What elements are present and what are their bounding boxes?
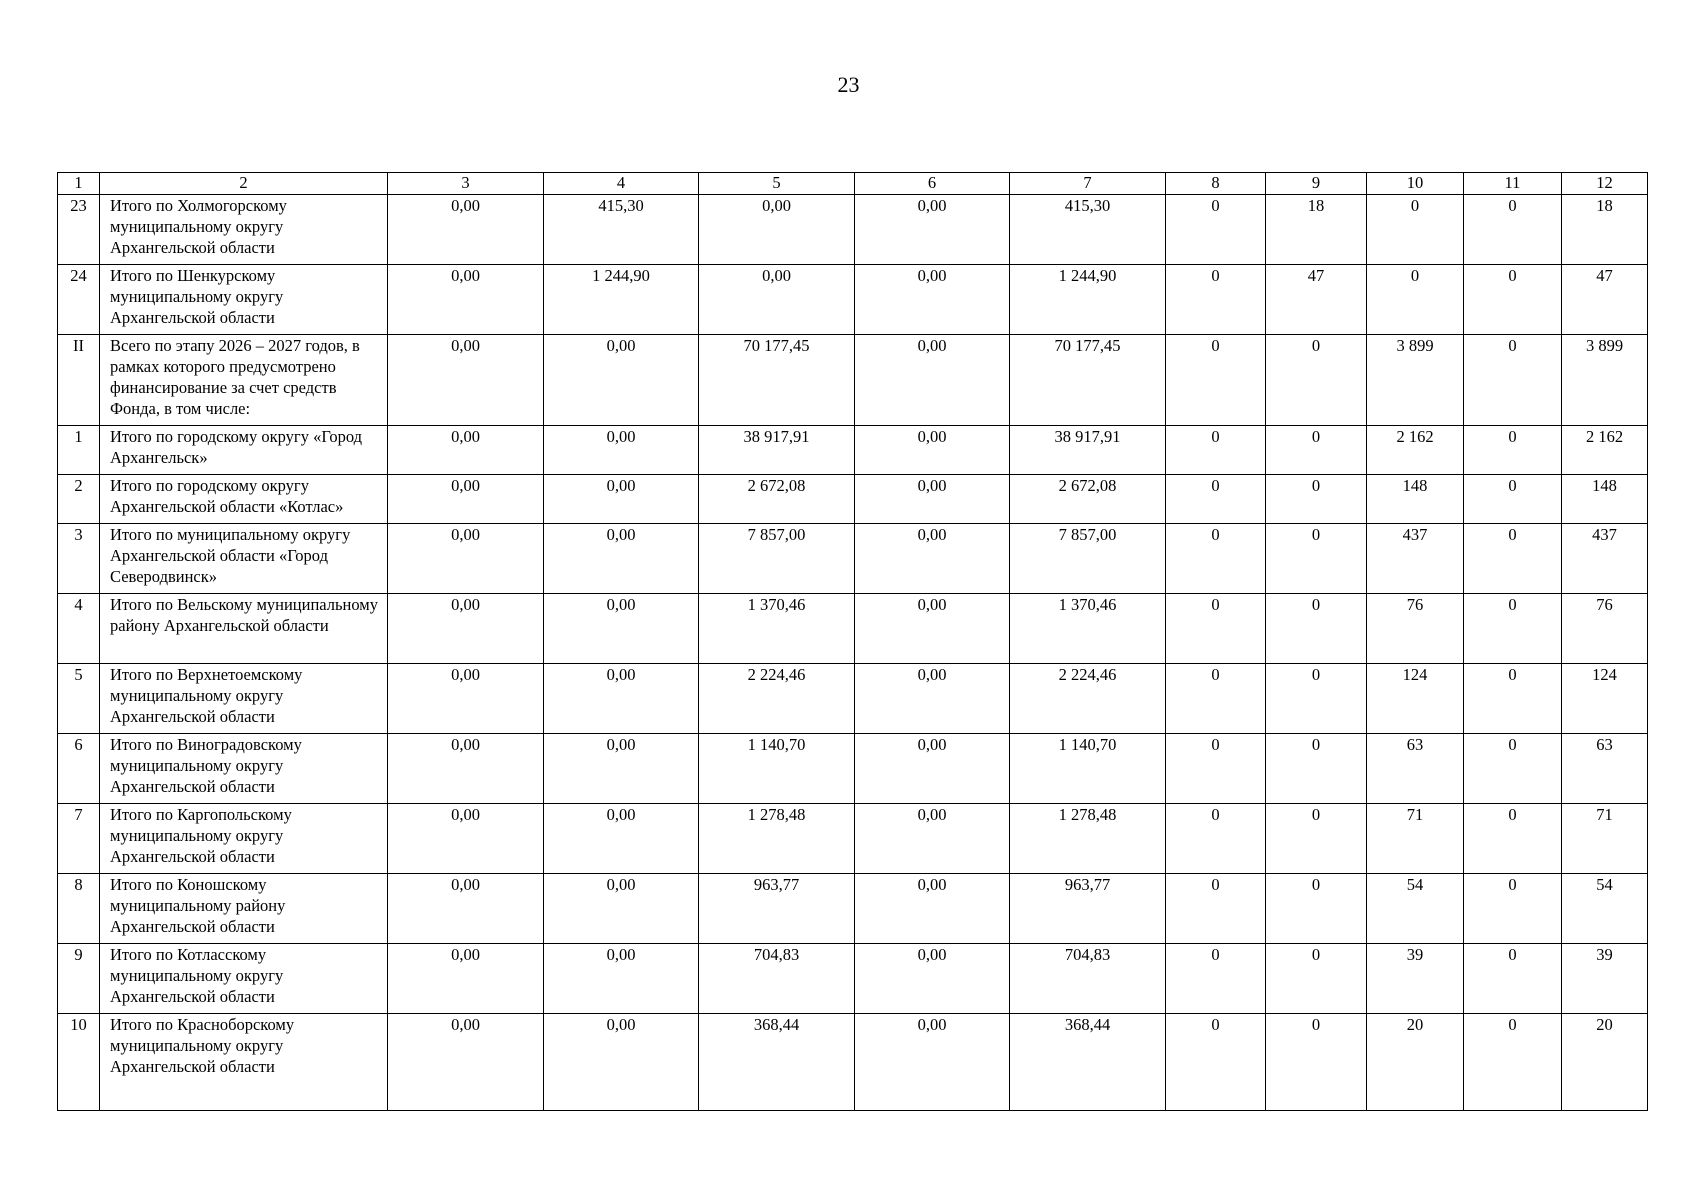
cell-col-12: 437: [1562, 524, 1648, 594]
cell-col-10: 20: [1367, 1014, 1464, 1111]
cell-col-3: 0,00: [388, 524, 544, 594]
cell-col-11: 0: [1464, 426, 1562, 475]
table-row: [58, 426, 1648, 475]
cell-col-6: 0,00: [855, 524, 1010, 594]
column-number-row: [58, 173, 1648, 195]
table-row: [58, 524, 1648, 594]
cell-col-3: 0,00: [388, 475, 544, 524]
cell-col-5: 0,00: [699, 195, 855, 265]
cell-col-6: 0,00: [855, 335, 1010, 426]
cell-col-8: 0: [1166, 594, 1266, 664]
row-number: 6: [58, 734, 100, 804]
cell-col-7: 1 370,46: [1010, 594, 1166, 664]
cell-col-11: 0: [1464, 734, 1562, 804]
cell-col-10: 437: [1367, 524, 1464, 594]
cell-col-10: 71: [1367, 804, 1464, 874]
cell-col-7: 70 177,45: [1010, 335, 1166, 426]
cell-col-11: 0: [1464, 594, 1562, 664]
cell-col-11: 0: [1464, 874, 1562, 944]
cell-col-5: 704,83: [699, 944, 855, 1014]
column-number: 11: [1464, 173, 1562, 195]
cell-col-6: 0,00: [855, 1014, 1010, 1111]
column-number: 4: [544, 173, 699, 195]
cell-col-3: 0,00: [388, 195, 544, 265]
cell-col-7: 963,77: [1010, 874, 1166, 944]
row-number: 9: [58, 944, 100, 1014]
table-row: [58, 944, 1648, 1014]
cell-col-4: 0,00: [544, 594, 699, 664]
table-row: [58, 195, 1648, 265]
cell-col-7: 368,44: [1010, 1014, 1166, 1111]
cell-col-3: 0,00: [388, 874, 544, 944]
column-number: 1: [58, 173, 100, 195]
cell-col-8: 0: [1166, 804, 1266, 874]
cell-col-8: 0: [1166, 475, 1266, 524]
column-number: 8: [1166, 173, 1266, 195]
data-table-container: [57, 172, 1647, 1111]
cell-col-5: 1 140,70: [699, 734, 855, 804]
cell-col-8: 0: [1166, 944, 1266, 1014]
table-row: [58, 265, 1648, 335]
cell-col-7: 415,30: [1010, 195, 1166, 265]
cell-col-4: 1 244,90: [544, 265, 699, 335]
cell-col-9: 0: [1266, 335, 1367, 426]
cell-col-4: 0,00: [544, 874, 699, 944]
row-number: 10: [58, 1014, 100, 1111]
cell-col-4: 0,00: [544, 524, 699, 594]
cell-col-12: 63: [1562, 734, 1648, 804]
table-row: [58, 874, 1648, 944]
cell-col-6: 0,00: [855, 874, 1010, 944]
cell-col-10: 76: [1367, 594, 1464, 664]
cell-col-12: 3 899: [1562, 335, 1648, 426]
row-name: Итого по муниципальному округу Архангельской области «Город Северодвинск»: [100, 524, 388, 594]
cell-col-10: 0: [1367, 195, 1464, 265]
cell-col-11: 0: [1464, 664, 1562, 734]
row-name: Итого по Шенкурскому муниципальному округу Архангельской области: [100, 265, 388, 335]
cell-col-3: 0,00: [388, 664, 544, 734]
cell-col-4: 0,00: [544, 426, 699, 475]
cell-col-11: 0: [1464, 335, 1562, 426]
cell-col-7: 1 244,90: [1010, 265, 1166, 335]
column-number: 12: [1562, 173, 1648, 195]
cell-col-9: 0: [1266, 475, 1367, 524]
row-name: Итого по Холмогорскому муниципальному округу Архангельской области: [100, 195, 388, 265]
cell-col-4: 0,00: [544, 734, 699, 804]
row-name: Итого по Красноборскому муниципальному округу Архангельской области: [100, 1014, 388, 1111]
cell-col-12: 54: [1562, 874, 1648, 944]
data-table: [57, 172, 1648, 1111]
cell-col-6: 0,00: [855, 804, 1010, 874]
cell-col-5: 2 224,46: [699, 664, 855, 734]
cell-col-3: 0,00: [388, 335, 544, 426]
table-row-total: [58, 335, 1648, 426]
table-row: [58, 734, 1648, 804]
cell-col-3: 0,00: [388, 734, 544, 804]
row-name: Итого по городскому округу Архангельской области «Котлас»: [100, 475, 388, 524]
cell-col-4: 0,00: [544, 475, 699, 524]
cell-col-4: 0,00: [544, 664, 699, 734]
cell-col-7: 7 857,00: [1010, 524, 1166, 594]
cell-col-12: 39: [1562, 944, 1648, 1014]
cell-col-4: 0,00: [544, 804, 699, 874]
cell-col-12: 148: [1562, 475, 1648, 524]
cell-col-9: 0: [1266, 664, 1367, 734]
table-row: [58, 1014, 1648, 1111]
row-number: 5: [58, 664, 100, 734]
column-number: 6: [855, 173, 1010, 195]
cell-col-5: 1 370,46: [699, 594, 855, 664]
row-name: Итого по Виноградовскому муниципальному округу Архангельской области: [100, 734, 388, 804]
cell-col-11: 0: [1464, 265, 1562, 335]
page-number: 23: [837, 72, 860, 97]
cell-col-5: 7 857,00: [699, 524, 855, 594]
column-number: 10: [1367, 173, 1464, 195]
cell-col-7: 704,83: [1010, 944, 1166, 1014]
column-number: 2: [100, 173, 388, 195]
row-name: Всего по этапу 2026 – 2027 годов, в рамках которого предусмотрено финансирование за счет средств Фонда, в том числе:: [100, 335, 388, 426]
cell-col-11: 0: [1464, 944, 1562, 1014]
cell-col-11: 0: [1464, 804, 1562, 874]
cell-col-5: 38 917,91: [699, 426, 855, 475]
cell-col-8: 0: [1166, 335, 1266, 426]
cell-col-8: 0: [1166, 664, 1266, 734]
row-name: Итого по городскому округу «Город Архангельск»: [100, 426, 388, 475]
row-name: Итого по Каргопольскому муниципальному округу Архангельской области: [100, 804, 388, 874]
column-number: 5: [699, 173, 855, 195]
row-number: 2: [58, 475, 100, 524]
cell-col-3: 0,00: [388, 944, 544, 1014]
column-number: 9: [1266, 173, 1367, 195]
cell-col-10: 124: [1367, 664, 1464, 734]
cell-col-11: 0: [1464, 524, 1562, 594]
row-name: Итого по Котласскому муниципальному округу Архангельской области: [100, 944, 388, 1014]
cell-col-6: 0,00: [855, 426, 1010, 475]
cell-col-3: 0,00: [388, 426, 544, 475]
row-name: Итого по Вельскому муниципальному району Архангельской области: [100, 594, 388, 664]
cell-col-5: 1 278,48: [699, 804, 855, 874]
cell-col-6: 0,00: [855, 734, 1010, 804]
cell-col-9: 0: [1266, 426, 1367, 475]
cell-col-8: 0: [1166, 1014, 1266, 1111]
row-name: Итого по Коношскому муниципальному району Архангельской области: [100, 874, 388, 944]
cell-col-11: 0: [1464, 1014, 1562, 1111]
cell-col-12: 76: [1562, 594, 1648, 664]
cell-col-9: 18: [1266, 195, 1367, 265]
cell-col-10: 63: [1367, 734, 1464, 804]
cell-col-7: 1 140,70: [1010, 734, 1166, 804]
cell-col-6: 0,00: [855, 944, 1010, 1014]
cell-col-3: 0,00: [388, 1014, 544, 1111]
cell-col-5: 0,00: [699, 265, 855, 335]
cell-col-9: 0: [1266, 874, 1367, 944]
cell-col-12: 71: [1562, 804, 1648, 874]
row-number: II: [58, 335, 100, 426]
cell-col-4: 415,30: [544, 195, 699, 265]
cell-col-12: 18: [1562, 195, 1648, 265]
cell-col-8: 0: [1166, 195, 1266, 265]
column-number: 3: [388, 173, 544, 195]
row-number: 23: [58, 195, 100, 265]
cell-col-9: 0: [1266, 524, 1367, 594]
cell-col-10: 148: [1367, 475, 1464, 524]
cell-col-11: 0: [1464, 475, 1562, 524]
cell-col-7: 1 278,48: [1010, 804, 1166, 874]
cell-col-8: 0: [1166, 734, 1266, 804]
cell-col-10: 3 899: [1367, 335, 1464, 426]
cell-col-7: 2 672,08: [1010, 475, 1166, 524]
table-row: [58, 804, 1648, 874]
cell-col-12: 20: [1562, 1014, 1648, 1111]
table-row: [58, 664, 1648, 734]
row-number: 24: [58, 265, 100, 335]
cell-col-9: 0: [1266, 1014, 1367, 1111]
cell-col-12: 2 162: [1562, 426, 1648, 475]
cell-col-5: 70 177,45: [699, 335, 855, 426]
table-row: [58, 475, 1648, 524]
cell-col-6: 0,00: [855, 265, 1010, 335]
cell-col-9: 0: [1266, 944, 1367, 1014]
cell-col-4: 0,00: [544, 1014, 699, 1111]
column-number: 7: [1010, 173, 1166, 195]
cell-col-7: 38 917,91: [1010, 426, 1166, 475]
cell-col-4: 0,00: [544, 335, 699, 426]
cell-col-7: 2 224,46: [1010, 664, 1166, 734]
cell-col-10: 2 162: [1367, 426, 1464, 475]
cell-col-11: 0: [1464, 195, 1562, 265]
cell-col-3: 0,00: [388, 265, 544, 335]
cell-col-5: 2 672,08: [699, 475, 855, 524]
cell-col-10: 39: [1367, 944, 1464, 1014]
cell-col-6: 0,00: [855, 664, 1010, 734]
table-row: [58, 594, 1648, 664]
cell-col-3: 0,00: [388, 804, 544, 874]
cell-col-12: 47: [1562, 265, 1648, 335]
row-number: 4: [58, 594, 100, 664]
cell-col-8: 0: [1166, 265, 1266, 335]
cell-col-10: 54: [1367, 874, 1464, 944]
cell-col-9: 0: [1266, 804, 1367, 874]
cell-col-9: 47: [1266, 265, 1367, 335]
row-number: 1: [58, 426, 100, 475]
cell-col-10: 0: [1367, 265, 1464, 335]
cell-col-8: 0: [1166, 426, 1266, 475]
cell-col-3: 0,00: [388, 594, 544, 664]
cell-col-4: 0,00: [544, 944, 699, 1014]
row-name: Итого по Верхнетоемскому муниципальному округу Архангельской области: [100, 664, 388, 734]
cell-col-5: 963,77: [699, 874, 855, 944]
cell-col-6: 0,00: [855, 475, 1010, 524]
cell-col-6: 0,00: [855, 195, 1010, 265]
cell-col-8: 0: [1166, 524, 1266, 594]
cell-col-9: 0: [1266, 734, 1367, 804]
cell-col-8: 0: [1166, 874, 1266, 944]
cell-col-9: 0: [1266, 594, 1367, 664]
row-number: 8: [58, 874, 100, 944]
cell-col-6: 0,00: [855, 594, 1010, 664]
row-number: 3: [58, 524, 100, 594]
cell-col-5: 368,44: [699, 1014, 855, 1111]
row-number: 7: [58, 804, 100, 874]
cell-col-12: 124: [1562, 664, 1648, 734]
